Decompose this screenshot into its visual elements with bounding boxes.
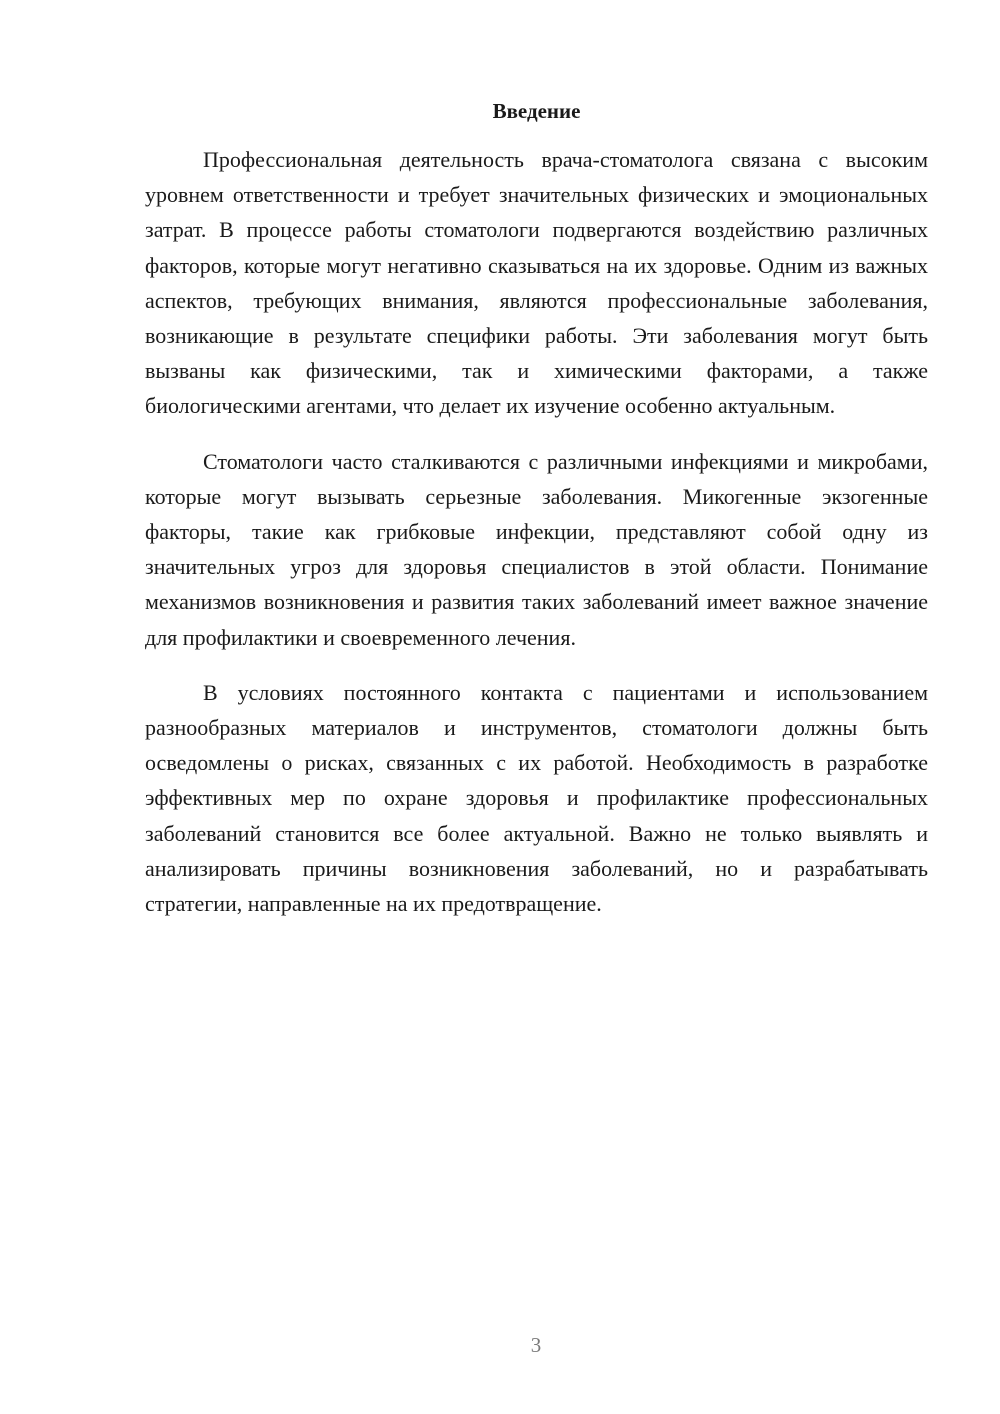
- body-text: [145, 142, 928, 941]
- section-heading: Введение: [492, 99, 581, 123]
- page-number: 3: [530, 1333, 542, 1357]
- paragraph-2: Стоматологи часто сталкиваются с различными инфекциями и микробами, которые могут вызывать серьезные заболевания. Микогенные экзогенные факторы, такие как грибковые инфекции, представляют собой одну из значительных угроз для здоровья специалистов в этой области. Понимание механизмов возникновения и развития таких заболеваний имеет важное значение для профилактики и своевременного лечения.: [145, 448, 928, 650]
- paragraph-3: В условиях постоянного контакта с пациентами и использованием разнообразных материалов и инструментов, стоматологи должны быть осведомлены о рисках, связанных с их работой. Необходимость в разработке эффективных мер по охране здоровья и профилактике профессиональных заболеваний становится все более актуальной. Важно не только выявлять и анализировать причины возникновения заболеваний, но и разрабатывать стратегии, направленные на их предотвращение.: [145, 679, 928, 917]
- paragraph-1: Профессиональная деятельность врача-стоматолога связана с высоким уровнем ответственности и требует значительных физических и эмоциональных затрат. В процессе работы стоматологи подвергаются воздействию различных факторов, которые могут негативно сказываться на их здоровье. Одним из важных аспектов, требующих внимания, являются профессиональные заболевания, возникающие в результате специфики работы. Эти заболевания могут быть вызваны как физическими, так и химическими факторами, а также биологическими агентами, что делает их изучение особенно актуальным.: [145, 147, 928, 419]
